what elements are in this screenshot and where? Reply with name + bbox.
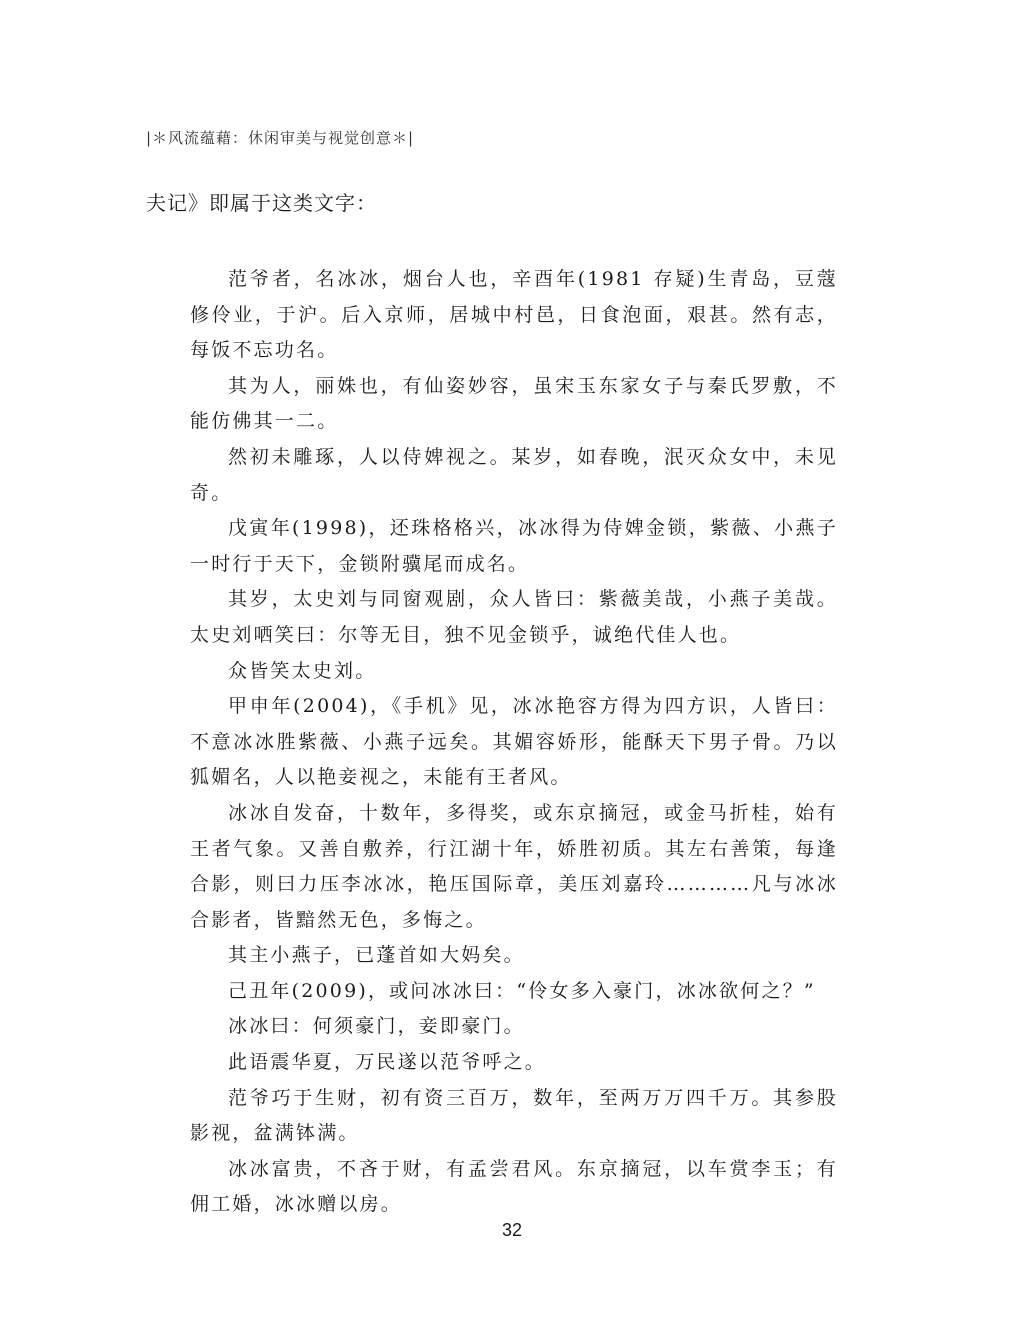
paragraph: 己丑年(2009)，或问冰冰曰：“伶女多入豪门，冰冰欲何之？”: [228, 979, 816, 1002]
lead-line: 夫记》即属于这类文字：: [146, 191, 377, 215]
paragraph: 冰冰曰：何须豪门，妾即豪门。: [228, 1015, 525, 1038]
paragraph: 此语震华夏，万民遂以范爷呼之。: [228, 1051, 547, 1074]
paragraph: 戊寅年(1998)，还珠格格兴，冰冰得为侍婢金锁，紫薇、小燕子一时行于天下，金锁附骥尾而成名。: [190, 517, 838, 575]
quoted-passage: [190, 262, 838, 1223]
running-header: |＊风流蕴藉：休闲审美与视觉创意＊|: [146, 129, 415, 147]
paragraph: 甲申年(2004)，《手机》见，冰冰艳容方得为四方识，人皆曰：不意冰冰胜紫薇、小燕子远矣。其媚容娇形，能酥天下男子骨。乃以狐媚名，人以艳妾视之，未能有王者风。: [190, 695, 838, 789]
paragraph: 范爷者，名冰冰，烟台人也，辛酉年(1981 存疑)生青岛，豆蔻修伶业，于沪。后入京师，居城中村邑，日食泡面，艰甚。然有志，每饭不忘功名。: [190, 268, 838, 362]
paragraph: 冰冰富贵，不吝于财，有孟尝君风。东京摘冠，以车赏李玉；有佣工婚，冰冰赠以房。: [190, 1157, 838, 1216]
paragraph: 范爷巧于生财，初有资三百万，数年，至两万万四千万。其参股影视，盆满钵满。: [190, 1086, 838, 1145]
paragraph: 其岁，太史刘与同窗观剧，众人皆曰：紫薇美哉，小燕子美哉。太史刘哂笑曰：尔等无目，独不见金锁乎，诚绝代佳人也。: [190, 588, 838, 646]
paragraph: 众皆笑太史刘。: [228, 659, 377, 682]
paragraph: 冰冰自发奋，十数年，多得奖，或东京摘冠，或金马折桂，始有王者气象。又善自敷养，行江湖十年，娇胜初质。其左右善策，每逢合影，则曰力压李冰冰，艳压国际章，美压刘嘉玲…………凡与冰冰合影者，皆黯然无色，多悔之。: [190, 801, 838, 931]
page-number: 32: [501, 1220, 523, 1240]
paragraph: 其为人，丽姝也，有仙姿妙容，虽宋玉东家女子与秦氏罗敷，不能仿佛其一二。: [190, 374, 838, 433]
paragraph: 其主小燕子，已蓬首如大妈矣。: [228, 944, 525, 967]
paragraph: 然初未雕琢，人以侍婢视之。某岁，如春晚，泯灭众女中，未见奇。: [190, 445, 838, 504]
